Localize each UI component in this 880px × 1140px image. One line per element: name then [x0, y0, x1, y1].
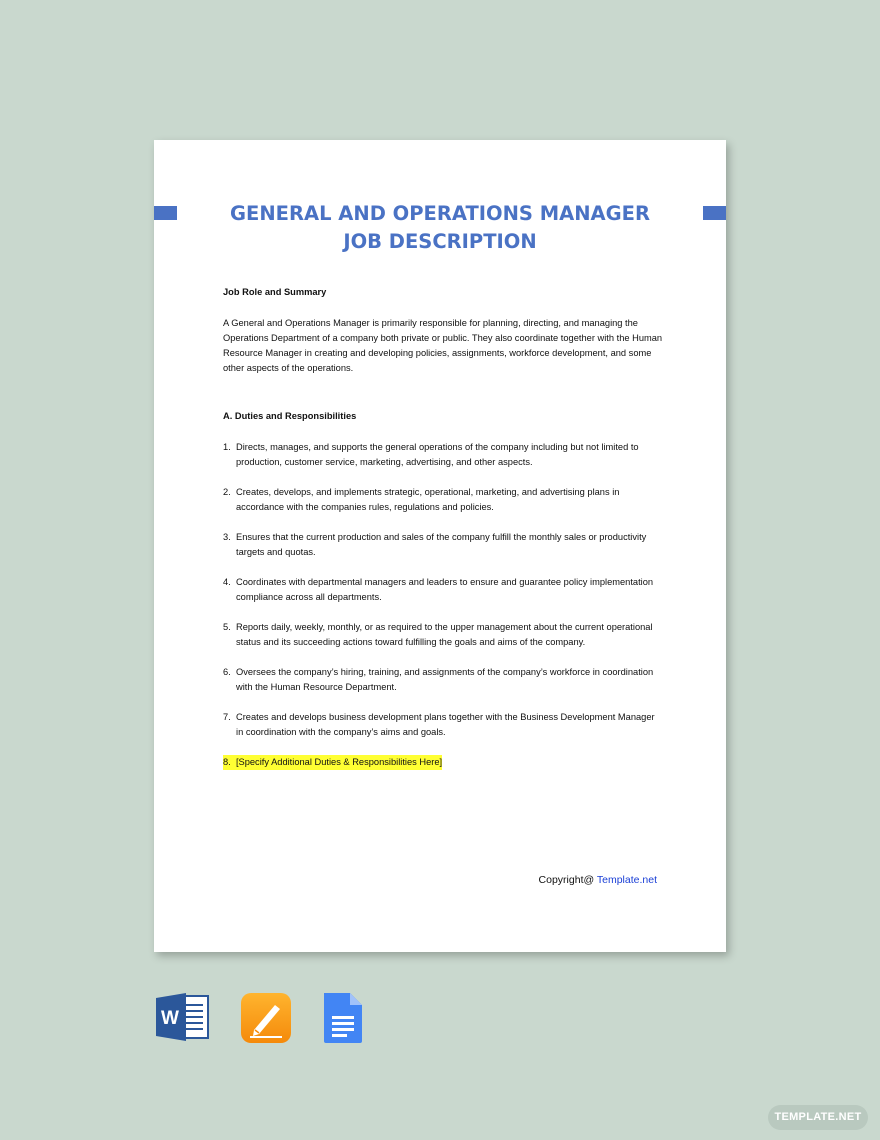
duty-item [223, 530, 663, 560]
duties-list [223, 440, 663, 770]
duty-number: 5. [223, 622, 231, 632]
duty-item [223, 485, 663, 515]
duty-item [223, 575, 663, 605]
template-net-badge[interactable]: TEMPLATE.NET [768, 1105, 868, 1130]
duty-item [223, 710, 663, 740]
role-heading: Job Role and Summary [223, 287, 327, 297]
duty-number: 1. [223, 442, 231, 452]
summary-paragraph: A General and Operations Manager is primarily responsible for planning, directing, and managing the Operations Department of a company both private or public. They also coordinate together with the Human Resource Manager in creating and developing policies, assignments, workforce development, and some other aspects of the operations. [223, 318, 663, 373]
duty-item [223, 620, 663, 650]
copyright-notice [539, 874, 657, 886]
duty-item [223, 440, 663, 470]
google-docs-icon[interactable] [322, 992, 364, 1048]
title-line-1: GENERAL AND OPERATIONS MANAGER [230, 202, 650, 225]
title-line-2: JOB DESCRIPTION [343, 230, 537, 253]
duty-text: Oversees the company’s hiring, training, and assignments of the company’s workforce in coordination with the Human Resource Department. [236, 667, 654, 692]
placeholder-highlight [223, 755, 442, 770]
duty-text: Reports daily, weekly, monthly, or as required to the upper management about the current operational status and its succeeding actions toward fulfilling the goals and aims of the company. [236, 622, 653, 647]
duty-text: Ensures that the current production and sales of the company fulfill the monthly sales or productivity targets and quotas. [236, 532, 647, 557]
duties-heading: A. Duties and Responsibilities [223, 411, 357, 421]
word-icon-letter: W [161, 1008, 179, 1029]
duty-text: Creates and develops business development plans together with the Business Development Manager in coordination with the company’s aims and goals. [236, 712, 655, 737]
duty-text: Creates, develops, and implements strategic, operational, marketing, and advertising plans in accordance with the companies rules, regulations and policies. [236, 487, 620, 512]
duty-text: Coordinates with departmental managers and leaders to ensure and guarantee policy implementation compliance across all departments. [236, 577, 654, 602]
placeholder-number: 8. [223, 757, 231, 767]
duty-number: 4. [223, 577, 231, 587]
app-format-icons [156, 992, 394, 1048]
placeholder-duty-item [223, 755, 663, 770]
duty-number: 2. [223, 487, 231, 497]
duty-item [223, 665, 663, 695]
duty-number: 6. [223, 667, 231, 677]
duty-text: Directs, manages, and supports the general operations of the company including but not limited to production, customer service, marketing, advertising, and other aspects. [236, 442, 639, 467]
copyright-label: Copyright@ [538, 874, 597, 886]
pages-icon[interactable] [240, 992, 292, 1048]
copyright-link[interactable]: Template.net [596, 874, 657, 886]
placeholder-text: [Specify Additional Duties & Responsibilities Here] [235, 757, 443, 767]
duty-number: 3. [223, 532, 231, 542]
document-page [154, 140, 726, 952]
document-body [223, 285, 663, 785]
word-icon[interactable] [156, 992, 210, 1046]
duty-number: 7. [223, 712, 231, 722]
document-title [154, 200, 726, 256]
